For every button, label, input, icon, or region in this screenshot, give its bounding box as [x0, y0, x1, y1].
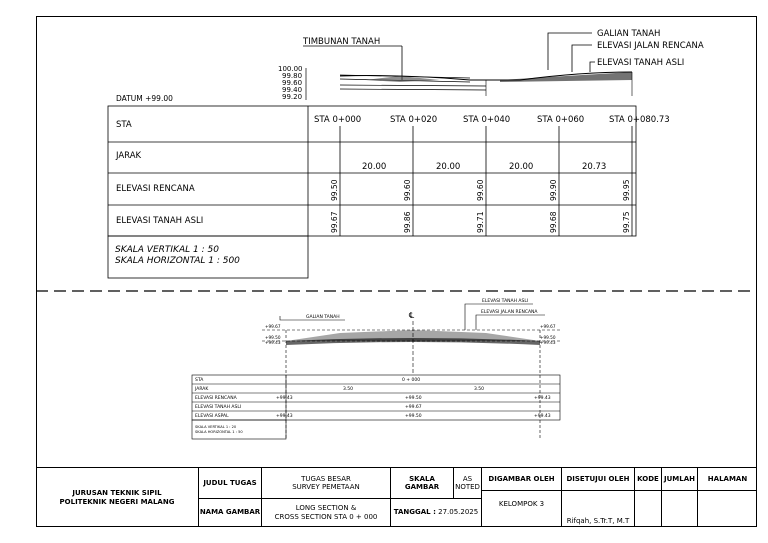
cs-row-label-rencana: ELEVASI RENCANA [195, 396, 237, 401]
sta-2: STA 0+040 [463, 115, 511, 125]
cs-rencana-2: +99.43 [534, 396, 551, 401]
disetujui-value: Rifqah, S.Tr.T, M.T [566, 516, 630, 525]
cs-right-level-2: +99.43 [540, 340, 556, 345]
cs-callout-elevasi-asli: ELEVASI TANAH ASLI [482, 299, 529, 304]
cs-left-level-0: +99.67 [265, 324, 281, 329]
cs-centerline: ℄ [409, 311, 415, 320]
halaman-label-cell [697, 468, 757, 490]
skala-horizontal: SKALA HORIZONTAL 1 : 500 [115, 256, 240, 266]
row-label-elevasi-asli: ELEVASI TANAH ASLI [116, 216, 204, 226]
elev-rencana-4: 99.95 [622, 179, 631, 201]
cs-left-level-1: +99.50 [265, 335, 281, 340]
jarak-2: 20.00 [509, 162, 534, 172]
nama-label: NAMA GAMBAR [199, 508, 261, 517]
elev-asli-1: 99.86 [403, 211, 412, 233]
cs-row-label-sta: STA [195, 378, 204, 383]
callout-elevasi-asli: ELEVASI TANAH ASLI [597, 58, 685, 68]
scale-tick: 99.80 [282, 72, 303, 80]
skala-label-cell [390, 468, 453, 498]
tanggal-cell [390, 498, 481, 527]
judul-label: JUDUL TUGAS [203, 478, 257, 487]
digambar-value-cell [481, 490, 561, 527]
cs-callout-elevasi-rencana: ELEVASI JALAN RENCANA [481, 310, 538, 315]
cs-left-level-2: +99.43 [265, 340, 281, 345]
cs-aspal-1: +99.50 [405, 414, 422, 419]
callout-elevasi-rencana: ELEVASI JALAN RENCANA [597, 41, 704, 51]
scale-tick: 100.00 [278, 65, 303, 73]
kode-label: KODE [637, 474, 659, 483]
digambar-label: DIGAMBAR OLEH [488, 474, 555, 483]
callout-timbunan: TIMBUNAN TANAH [303, 37, 381, 47]
sta-4: STA 0+080.73 [609, 115, 670, 125]
digambar-label-cell [481, 468, 561, 490]
tanggal-value: 27.05.2025 [438, 508, 479, 517]
judul-line1: TUGAS BESAR [301, 474, 351, 483]
elev-asli-2: 99.71 [476, 211, 485, 233]
row-label-sta: STA [116, 120, 132, 130]
jarak-1: 20.00 [436, 162, 461, 172]
cs-right-level-1: +99.50 [540, 335, 556, 340]
cs-jarak-0: 3.50 [343, 387, 354, 392]
tanggal-label: TANGGAL : [393, 508, 436, 517]
disetujui-label-cell [561, 468, 634, 490]
skala-value-line2: NOTED [455, 483, 480, 491]
cs-skala-horizontal: SKALA HORIZONTAL 1 : 50 [195, 430, 243, 434]
cs-skala-vertikal: SKALA VERTIKAL 1 : 20 [195, 425, 237, 429]
elev-rencana-1: 99.60 [403, 179, 412, 201]
institution-cell [36, 468, 198, 527]
callout-galian: GALIAN TANAH [597, 29, 661, 39]
scale-ticks [278, 65, 303, 101]
cs-rencana-1: +99.50 [405, 396, 422, 401]
skala-value-cell [453, 468, 481, 498]
sta-1: STA 0+020 [390, 115, 438, 125]
cs-asli: +99.67 [405, 405, 422, 410]
jumlah-label-cell [661, 468, 697, 490]
cs-aspal-0: +99.43 [276, 414, 293, 419]
judul-line2: SURVEY PEMETAAN [292, 483, 360, 491]
kode-label-cell [634, 468, 661, 490]
jarak-3: 20.73 [582, 162, 607, 172]
skala-vertikal: SKALA VERTIKAL 1 : 50 [115, 245, 219, 255]
elev-rencana-2: 99.60 [476, 179, 485, 201]
scale-tick: 99.20 [282, 93, 303, 101]
elev-asli-4: 99.75 [622, 211, 631, 233]
elev-asli-0: 99.67 [330, 211, 339, 233]
institution-line2: POLITEKNIK NEGERI MALANG [59, 497, 175, 506]
jumlah-value-cell [661, 490, 697, 527]
kode-value-cell [634, 490, 661, 527]
cs-jarak-1: 3.50 [474, 387, 485, 392]
profile-sketch [340, 72, 632, 96]
jarak-0: 20.00 [362, 162, 387, 172]
cs-callout-galian: GALIAN TANAH [306, 315, 340, 320]
cs-row-label-jarak: JARAK [195, 387, 209, 392]
nama-line1: LONG SECTION & [295, 504, 357, 513]
institution-line1: JURUSAN TEKNIK SIPIL [72, 489, 162, 498]
elev-asli-3: 99.68 [549, 211, 558, 233]
disetujui-value-cell [561, 490, 634, 527]
nama-line2: CROSS SECTION STA 0 + 000 [274, 512, 378, 521]
halaman-label: HALAMAN [707, 474, 748, 483]
jumlah-label: JUMLAH [664, 474, 695, 483]
row-label-jarak: JARAK [116, 151, 142, 161]
skala-label: SKALA GAMBAR [404, 474, 440, 491]
judul-value-cell [261, 468, 390, 498]
cs-row-label-asli: ELEVASI TANAH ASLI [195, 405, 242, 410]
disetujui-label: DISETUJUI OLEH [566, 474, 630, 483]
datum-label: DATUM +99.00 [116, 94, 173, 103]
cs-aspal-2: +99.43 [534, 414, 551, 419]
scale-tick: 99.60 [282, 79, 303, 87]
skala-value-line1: AS [462, 474, 473, 483]
cs-rencana-0: +99.43 [276, 396, 293, 401]
elev-rencana-3: 99.90 [549, 179, 558, 201]
cs-right-level-0: +99.67 [540, 324, 556, 329]
row-label-elevasi-rencana: ELEVASI RENCANA [116, 184, 195, 194]
nama-label-cell [198, 498, 261, 527]
judul-label-cell [198, 468, 261, 498]
nama-value-cell [261, 498, 390, 527]
halaman-value-cell [697, 490, 757, 527]
scale-tick: 99.40 [282, 86, 303, 94]
sta-0: STA 0+000 [314, 115, 362, 125]
sta-3: STA 0+060 [537, 115, 585, 125]
digambar-value: KELOMPOK 3 [498, 500, 545, 508]
cs-row-label-aspal: ELEVASI ASPAL [195, 414, 229, 419]
title-block [36, 467, 757, 528]
elev-rencana-0: 99.50 [330, 179, 339, 201]
cs-sta-value: 0 + 000 [402, 378, 421, 383]
cross-section [0, 295, 768, 465]
